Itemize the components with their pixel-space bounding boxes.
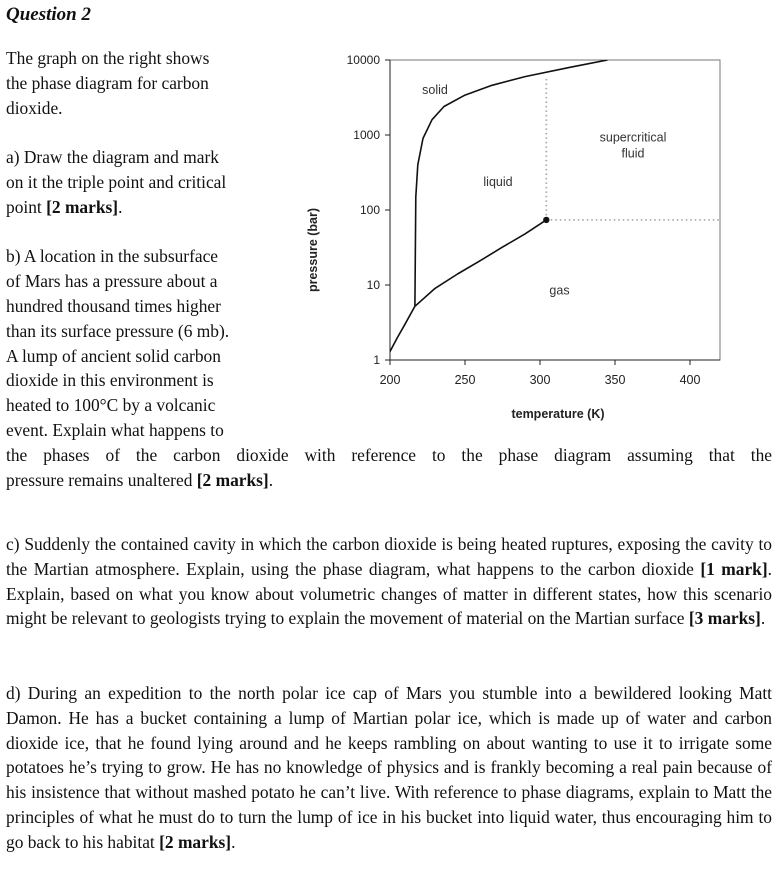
intro-line: dioxide. bbox=[6, 97, 63, 118]
part-a-marks: [2 marks] bbox=[46, 196, 119, 217]
critical-point-marker bbox=[543, 217, 549, 223]
part-d-paragraph bbox=[6, 681, 772, 855]
part-c-tail: . bbox=[760, 608, 766, 629]
y-tick-label: 10000 bbox=[346, 53, 380, 67]
part-b-line: of Mars has a pressure about a bbox=[6, 271, 218, 292]
y-tick-label: 10 bbox=[366, 278, 380, 292]
part-d-tail: . bbox=[231, 831, 236, 852]
part-c-marks: [3 marks] bbox=[688, 608, 761, 629]
region-label: solid bbox=[422, 83, 448, 98]
part-b-line: b) A location in the subsurface bbox=[6, 246, 219, 267]
x-tick-label: 300 bbox=[529, 373, 551, 387]
part-a-line: on it the triple point and critical bbox=[6, 171, 227, 192]
part-c-text: c) Suddenly the contained cavity in which the carbon dioxide is being heated ruptures, exposing the cavity to the Martian atmosphere. Explain, using the phase diagram, what happens to the carbon dioxide bbox=[6, 534, 772, 579]
part-b-line: event. Explain what happens to bbox=[6, 419, 224, 440]
part-b-marks: [2 marks] bbox=[196, 469, 269, 490]
part-b-line: the phases of the carbon dioxide with reference to the phase diagram assuming that the bbox=[6, 444, 772, 465]
x-tick-label: 200 bbox=[379, 373, 401, 387]
part-c-text: . Explain, based on what you know about volumetric changes of matter in different states, how this scenario might be relevant to geologists trying to explain the movement of material on the Martian surface bbox=[6, 558, 772, 629]
part-b-line: A lump of ancient solid carbon bbox=[6, 345, 221, 366]
y-tick-label: 100 bbox=[359, 203, 380, 217]
y-tick-label: 1 bbox=[373, 353, 380, 367]
question-title: Question 2 bbox=[6, 4, 91, 25]
intro-line: the phase diagram for carbon bbox=[6, 72, 209, 93]
part-b-line: hundred thousand times higher bbox=[6, 295, 221, 316]
part-a-line: a) Draw the diagram and mark bbox=[6, 147, 219, 167]
phase-diagram-chart bbox=[280, 40, 750, 440]
region-label: supercritical bbox=[599, 130, 667, 145]
y-axis-label: pressure (bar) bbox=[306, 207, 320, 293]
part-d-marks: [2 marks] bbox=[159, 831, 232, 852]
x-tick-label: 350 bbox=[604, 373, 626, 387]
plot-frame bbox=[390, 60, 720, 360]
part-b-line: than its surface pressure (6 mb). bbox=[6, 320, 230, 341]
part-a-tail: . bbox=[118, 196, 123, 217]
intro-paragraph bbox=[6, 46, 268, 120]
region-label: fluid bbox=[621, 146, 645, 161]
part-b-line: heated to 100°C by a volcanic bbox=[6, 395, 216, 416]
part-b-text: pressure remains unaltered bbox=[6, 469, 197, 490]
part-b-line: dioxide in this environment is bbox=[6, 370, 214, 391]
part-a-text: point bbox=[6, 196, 47, 217]
part-c-paragraph bbox=[6, 532, 772, 631]
x-axis-label: temperature (K) bbox=[511, 407, 605, 421]
region-label: gas bbox=[549, 283, 570, 298]
part-a-line bbox=[6, 195, 268, 220]
part-d-text: d) During an expedition to the north polar ice cap of Mars you stumble into a bewildered looking Matt Damon. He has a bucket containing a lump of Martian polar ice, which is made up of water and carbon dioxide ice, that he found lying around and he keeps rambling on about wanting to use it to irrigate some potatoes he’s trying to grow. He has no knowledge of physics and is frankly becoming a real pain because of his insistence that without mashed potato he can’t live. With reference to phase diagrams, explain to Matt the principles of what he must do to turn the lump of ice in his bucket into liquid water, thus encouraging him to go back to his habitat bbox=[6, 683, 772, 852]
part-c-marks: [1 mark] bbox=[700, 558, 768, 579]
series-vaporization-curve bbox=[415, 220, 546, 306]
x-tick-label: 250 bbox=[454, 373, 476, 387]
intro-line: The graph on the right shows bbox=[6, 48, 210, 68]
part-b-tail: . bbox=[268, 469, 274, 490]
part-b-line bbox=[6, 468, 274, 493]
y-tick-label: 1000 bbox=[353, 128, 380, 142]
region-label: liquid bbox=[483, 174, 513, 189]
x-tick-label: 400 bbox=[679, 373, 701, 387]
series-sublimation-curve bbox=[390, 306, 415, 351]
